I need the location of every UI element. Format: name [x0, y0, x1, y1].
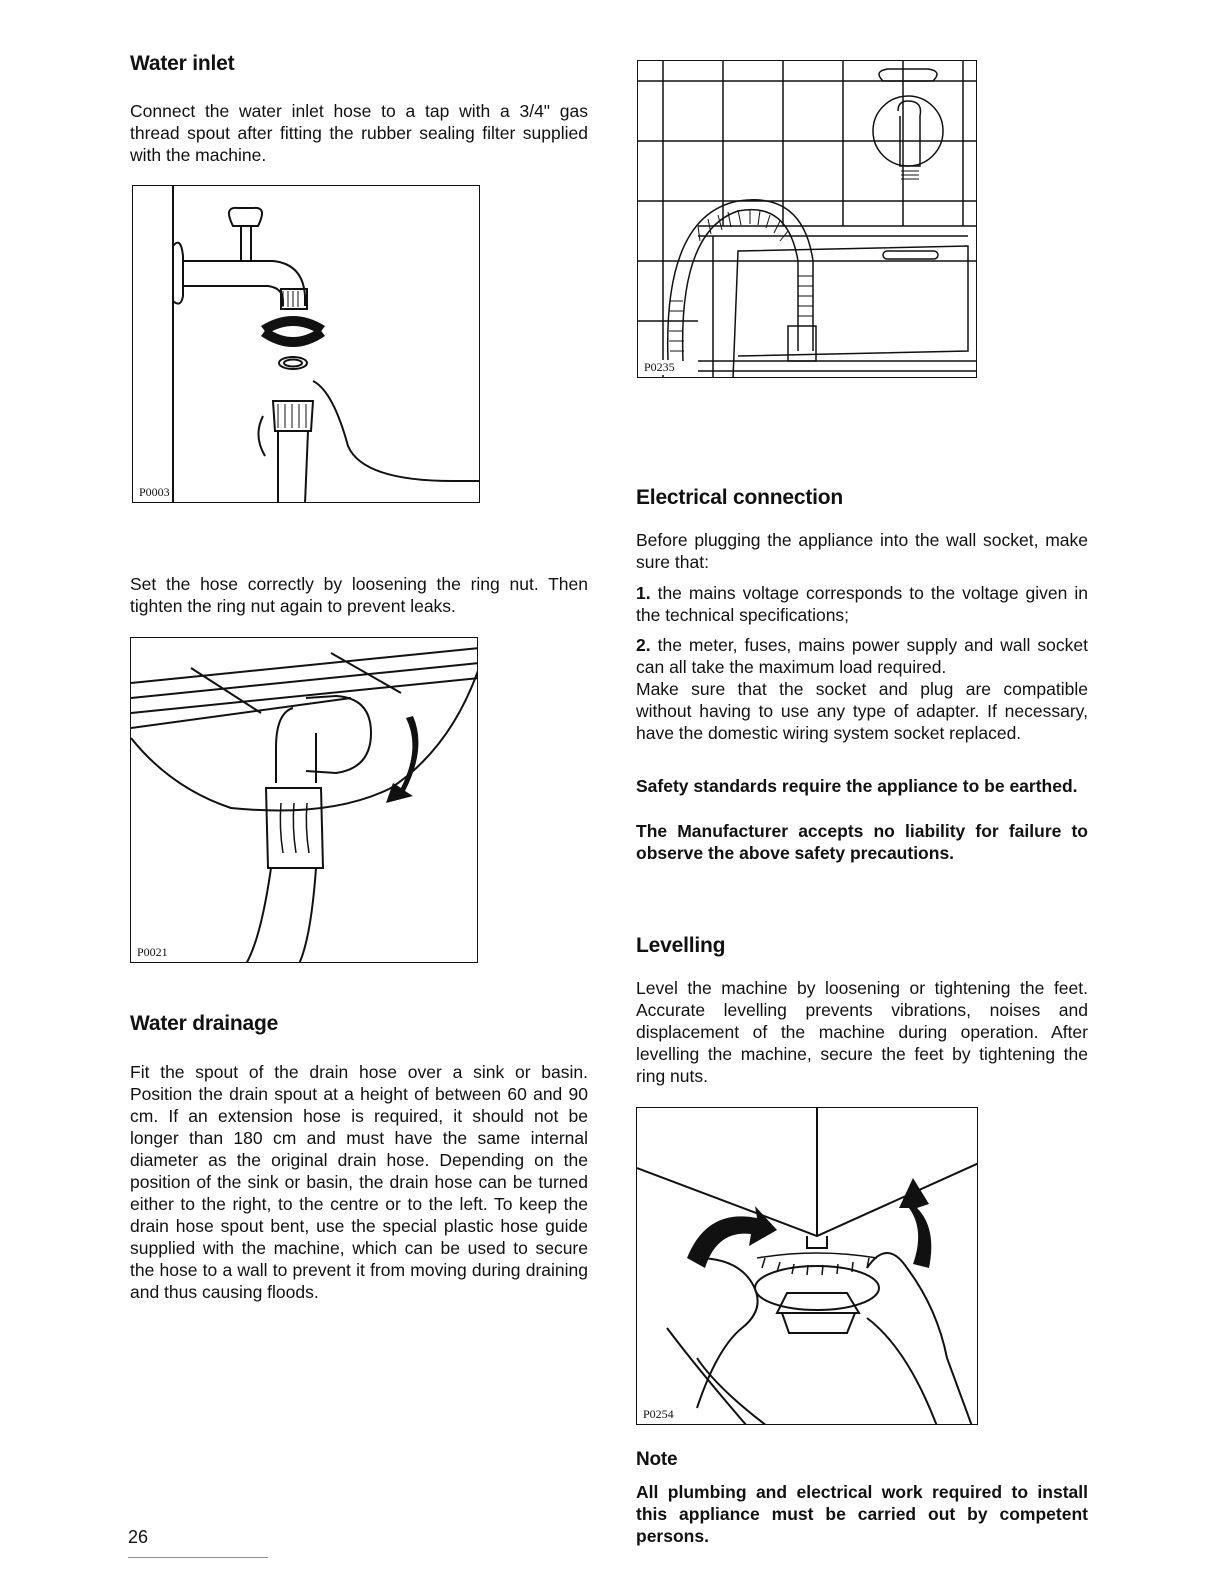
water-inlet-heading: Water inlet — [130, 52, 235, 75]
note-text: All plumbing and electrical work required to install this appliance must be carried out by competent persons. — [636, 1482, 1088, 1546]
hose-ring-nut-illustration — [130, 637, 478, 963]
electrical-connection-heading: Electrical connection — [636, 486, 844, 509]
item-2-number: 2. — [636, 635, 651, 655]
page-number: 26 — [128, 1527, 149, 1547]
tap-filter-drawing — [133, 186, 480, 503]
water-drainage-heading: Water drainage — [130, 1012, 279, 1035]
electrical-item-2 — [636, 634, 1088, 678]
page-number-rule — [128, 1557, 268, 1558]
figure-label-p0254: P0254 — [643, 1407, 674, 1421]
earthing-warning: Safety standards require the appliance to be earthed. — [636, 776, 1078, 796]
ring-nut-paragraph: Set the hose correctly by loosening the ring nut. Then tighten the ring nut again to prevent leaks. — [130, 574, 588, 616]
item-1-text: the mains voltage corresponds to the voltage given in the technical specifications; — [636, 583, 1088, 625]
hose-ring-nut-drawing — [131, 638, 478, 963]
liability-warning: The Manufacturer accepts no liability for failure to observe the above safety precautions. — [636, 821, 1088, 863]
levelling-feet-drawing — [637, 1108, 978, 1425]
item-1-number: 1. — [636, 583, 651, 603]
drain-hose-sink-illustration — [637, 60, 977, 378]
tap-filter-illustration — [132, 185, 480, 503]
note-heading: Note — [636, 1449, 678, 1470]
levelling-feet-illustration — [636, 1107, 978, 1425]
drain-hose-drawing — [638, 61, 977, 378]
electrical-intro: Before plugging the appliance into the wall socket, make sure that: — [636, 530, 1088, 572]
water-inlet-paragraph: Connect the water inlet hose to a tap with a 3/4" gas thread spout after fitting the rubber sealing filter supplied with the machine. — [130, 101, 588, 165]
figure-label-p0235: P0235 — [644, 360, 675, 374]
socket-paragraph: Make sure that the socket and plug are compatible without having to use any type of adapter. If necessary, have the domestic wiring system socket replaced. — [636, 679, 1088, 743]
electrical-item-1 — [636, 582, 1088, 626]
water-drainage-paragraph: Fit the spout of the drain hose over a sink or basin. Position the drain spout at a height of between 60 and 90 cm. If an extension hose is required, it should not be longer than 180 cm and must have the same internal diameter as the original drain hose. Depending on the position of the sink or basin, the drain hose can be turned either to the right, to the centre or to the left. To keep the drain hose spout bent, use the special plastic hose guide supplied with the machine, which can be used to secure the hose to a wall to prevent it from moving during draining and thus causing floods. — [130, 1062, 588, 1302]
figure-label-p0021: P0021 — [137, 945, 168, 959]
levelling-heading: Levelling — [636, 934, 726, 957]
figure-label-p0003: P0003 — [139, 485, 170, 499]
levelling-paragraph: Level the machine by loosening or tightening the feet. Accurate levelling prevents vibrations, noises and displacement of the machine during operation. After levelling the machine, secure the feet by tightening the ring nuts. — [636, 978, 1088, 1086]
item-2-text: the meter, fuses, mains power supply and wall socket can all take the maximum load required. — [636, 635, 1088, 677]
